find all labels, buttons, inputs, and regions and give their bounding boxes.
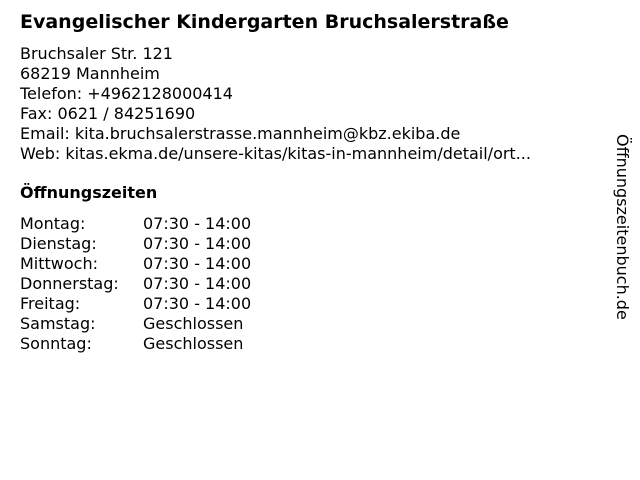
hours-heading: Öffnungszeiten: [20, 183, 158, 202]
fax-line: Fax: 0621 / 84251690: [20, 104, 196, 123]
time-value: 07:30 - 14:00: [143, 234, 252, 253]
day-label: Samstag:: [20, 314, 96, 333]
web-line: Web: kitas.ekma.de/unsere-kitas/kitas-in-mannheim/detail/ort...: [20, 144, 531, 163]
email-line: Email: kita.bruchsalerstrasse.mannheim@kbz.ekiba.de: [20, 124, 461, 143]
address-city: 68219 Mannheim: [20, 64, 160, 83]
day-label: Donnerstag:: [20, 274, 119, 293]
time-value: 07:30 - 14:00: [143, 214, 252, 233]
day-label: Montag:: [20, 214, 86, 233]
day-label: Sonntag:: [20, 334, 92, 353]
time-value: 07:30 - 14:00: [143, 294, 252, 313]
time-value: Geschlossen: [143, 314, 244, 333]
day-label: Dienstag:: [20, 234, 97, 253]
day-label: Mittwoch:: [20, 254, 98, 273]
day-label: Freitag:: [20, 294, 81, 313]
contact-block: [20, 44, 531, 164]
time-value: 07:30 - 14:00: [143, 254, 252, 273]
site-watermark-text: Öffnungszeitenbuch.de: [613, 134, 632, 320]
time-value: 07:30 - 14:00: [143, 274, 252, 293]
time-value: Geschlossen: [143, 334, 244, 353]
page-title: Evangelischer Kindergarten Bruchsalerstraße: [20, 11, 509, 33]
address-street: Bruchsaler Str. 121: [20, 44, 173, 63]
phone-line: Telefon: +4962128000414: [20, 84, 233, 103]
